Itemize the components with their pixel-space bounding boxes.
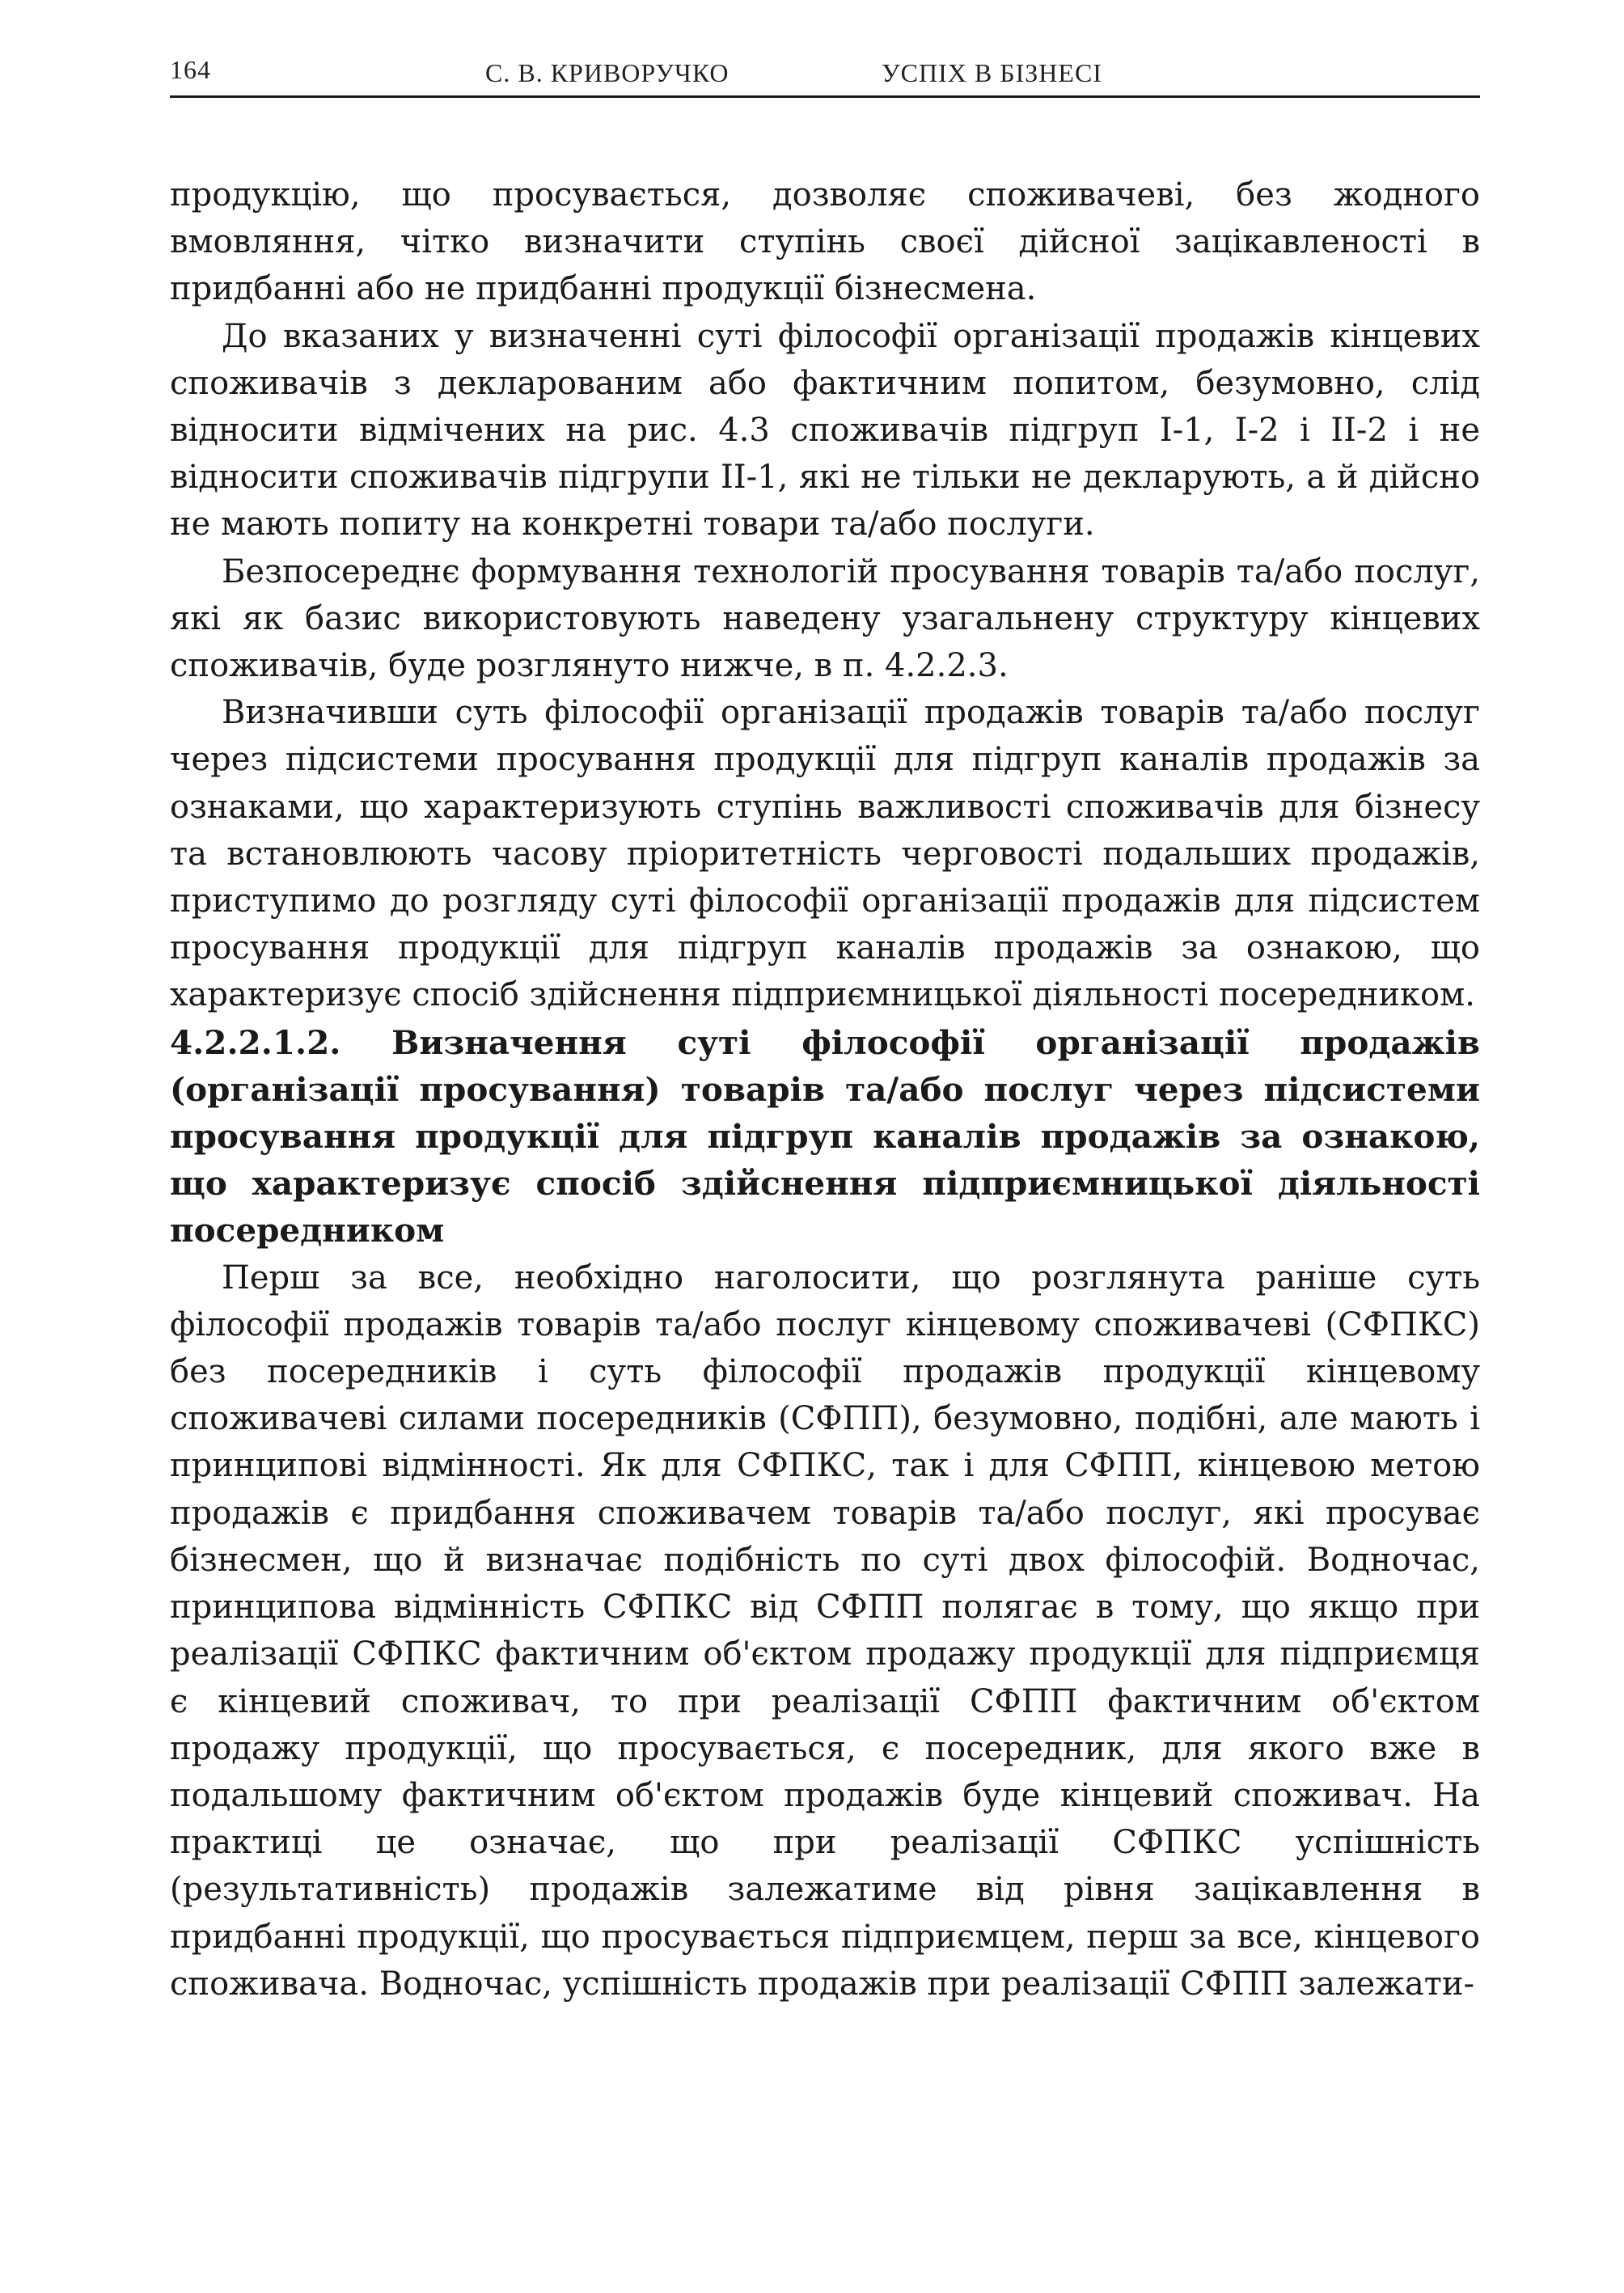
- body-text: [170, 171, 1480, 2007]
- page-number: 164: [170, 55, 211, 84]
- paragraph: Безпосереднє формування технологій просування товарів та/або послуг, які як базис використовують наведену узагальнену структуру кінцевих споживачів, буде розглянуто нижче, в п. 4.2.2.3.: [170, 552, 1480, 685]
- header-rule: [170, 95, 1480, 98]
- running-header: [170, 50, 1480, 97]
- header-author: С. В. КРИВОРУЧКО: [485, 58, 730, 87]
- paragraph-continuation: продукцію, що просувається, дозволяє споживачеві, без жодного вмовляння, чітко визначити ступінь своєї дійсної зацікавленості в придбанні або не придбанні продукції бізнесмена.: [170, 176, 1480, 308]
- book-page: [170, 50, 1480, 2003]
- paragraph: Визначивши суть філософії організації продажів товарів та/або послуг через підсистеми просування продукції для підгруп каналів продажів за ознаками, що характеризують ступінь важливості споживачів для бізнесу та встановлюють часову пріоритетність черговості подальших продажів, приступимо до розгляду суті філософії організації продажів для підсистем просування продукції для підгруп каналів продажів за ознакою, що характеризує спосіб здійснення підприємницької діяльності посередником.: [170, 694, 1480, 1014]
- section-heading: 4.2.2.1.2. Визначення суті філософії організації продажів (організації просування) товарів та/або послуг через підсистеми просування продукції для підгруп каналів продажів за ознакою, що характеризує спосіб здійснення підприємницької діяльності посередником: [170, 1022, 1480, 1250]
- paragraph: До вказаних у визначенні суті філософії організації продажів кінцевих споживачів з декларованим або фактичним попитом, безумовно, слід відносити відмічених на рис. 4.3 споживачів підгруп І-1, І-2 і ІІ-2 і не відносити споживачів підгрупи ІІ-1, які не тільки не декларують, а й дійсно не мають попиту на конкретні товари та/або послуги.: [170, 317, 1480, 544]
- header-book-title: УСПІХ В БІЗНЕСІ: [882, 58, 1102, 87]
- paragraph: Перш за все, необхідно наголосити, що розглянута раніше суть філософії продажів товарів та/або послуг кінцевому споживачеві (СФПКС) без посередників і суть філософії продажів продукції кінцевому споживачеві силами посередників (СФПП), безумовно, подібні, але мають і принципові відмінності. Як для СФПКС, так і для СФПП, кінцевою метою продажів є придбання споживачем товарів та/або послуг, які просуває бізнесмен, що й визначає подібність по суті двох філософій. Водночас, принципова відмінність СФПКС від СФПП полягає в тому, що якщо при реалізації СФПКС фактичним об'єктом продажу продукції для підприємця є кінцевий споживач, то при реалізації СФПП фактичним об'єктом продажу продукції, що просувається, є посередник, для якого вже в подальшому фактичним об'єктом продажів буде кінцевий споживач. На практиці це означає, що при реалізації СФПКС успішність (результативність) продажів залежатиме від рівня зацікавлення в придбанні продукції, що просувається підприємцем, перш за все, кінцевого споживача. Водночас, успішність продажів при реалізації СФПП залежати-: [170, 1259, 1480, 2003]
